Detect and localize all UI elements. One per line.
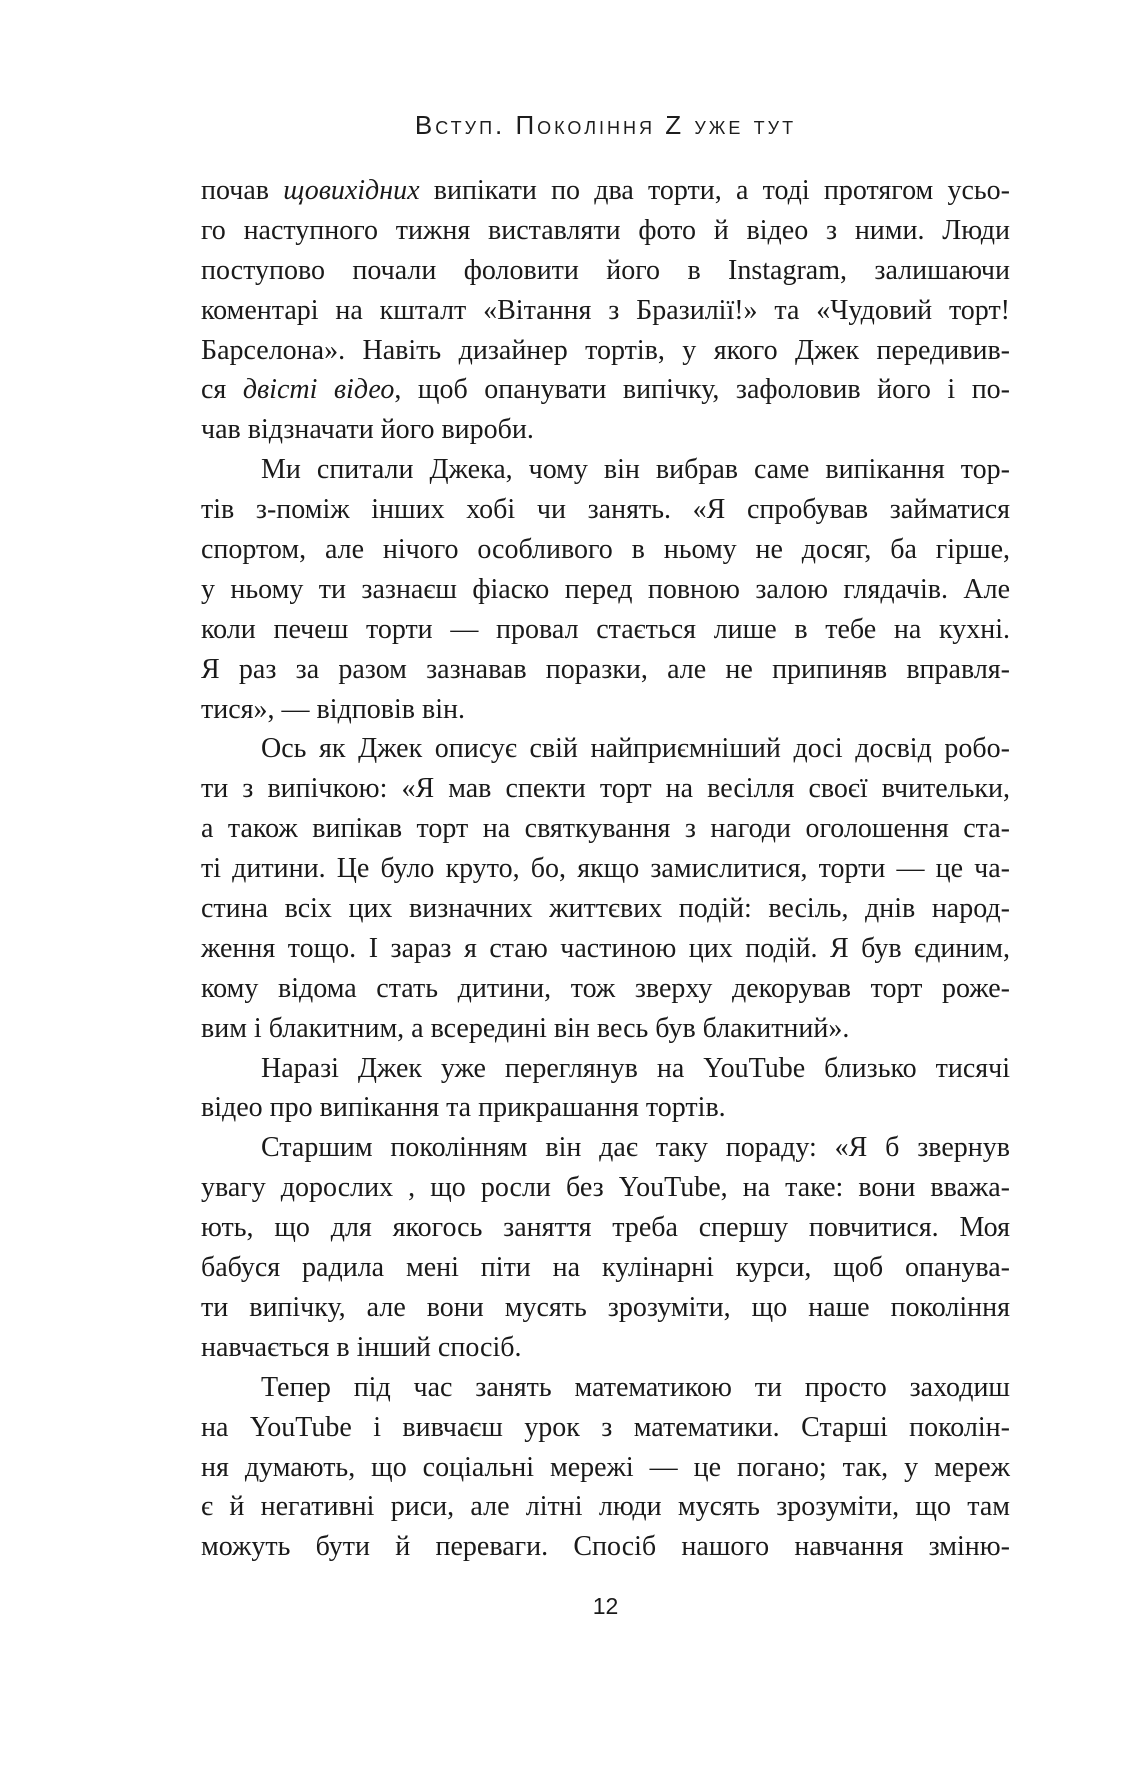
text-run: Старшим поколінням він дає таку пораду: «Я б звернув xyxy=(261,1132,1010,1164)
text-run: увагу дорослих , що росли без YouTube, на таке: вони вважа- xyxy=(201,1172,1010,1204)
body-line xyxy=(201,889,1010,929)
paragraph xyxy=(201,1368,1010,1567)
text-run: чав відзначати його вироби. xyxy=(201,414,534,446)
body-line xyxy=(201,849,1010,889)
body-text xyxy=(201,171,1010,1567)
text-run: ють, що для якогось заняття треба спершу повчитися. Моя xyxy=(201,1212,1010,1244)
body-line xyxy=(201,690,1010,730)
body-line xyxy=(201,1328,1010,1368)
body-line xyxy=(201,1487,1010,1527)
text-run: Барселона». Навіть дизайнер тортів, у якого Джек передивив- xyxy=(201,334,1010,366)
text-run: ся xyxy=(201,374,243,406)
text-run: Тепер під час занять математикою ти просто заходиш xyxy=(261,1371,1010,1403)
text-run: Ми спитали Джека, чому він вибрав саме випікання тор- xyxy=(261,454,1010,486)
body-line xyxy=(201,969,1010,1009)
body-line xyxy=(201,929,1010,969)
text-run: стина всіх цих визначних життєвих подій: весіль, днів народ- xyxy=(201,893,1010,925)
body-line xyxy=(201,171,1010,211)
text-run: поступово почали фоловити його в Instagram, залишаючи xyxy=(201,254,1010,286)
body-line xyxy=(201,1088,1010,1128)
body-line xyxy=(201,1208,1010,1248)
body-line xyxy=(201,490,1010,530)
text-run: ження тощо. І зараз я стаю частиною цих подій. Я був єдиним, xyxy=(201,932,1010,964)
body-line xyxy=(201,1128,1010,1168)
body-line xyxy=(201,450,1010,490)
text-run: кому відома стать дитини, тож зверху декорував торт роже- xyxy=(201,972,1010,1004)
text-run: тів з-поміж інших хобі чи занять. «Я спробував займатися xyxy=(201,494,1010,526)
text-run: го наступного тижня виставляти фото й відео з ними. Люди xyxy=(201,214,1010,246)
body-line xyxy=(201,331,1010,371)
paragraph xyxy=(201,1049,1010,1129)
body-line xyxy=(201,530,1010,570)
text-run: у ньому ти зазнаєш фіаско перед повною залою глядачів. Але xyxy=(201,573,1010,605)
paragraph xyxy=(201,1128,1010,1367)
body-line xyxy=(201,1009,1010,1049)
text-run: відео про випікання та прикрашання тортів. xyxy=(201,1092,726,1124)
text-run: почав xyxy=(201,175,284,206)
body-line xyxy=(201,410,1010,450)
text-run: Ось як Джек описує свій найприємніший досі досвід робо- xyxy=(261,733,1010,765)
body-line xyxy=(201,211,1010,251)
body-line xyxy=(201,291,1010,331)
text-run: коментарі на кшталт «Вітання з Бразилії!» та «Чудовий торт! xyxy=(201,294,1010,326)
text-run: випікати по два торти, а тоді протягом усьо- xyxy=(419,175,1010,206)
body-line xyxy=(201,1527,1010,1567)
body-line xyxy=(201,251,1010,291)
body-line xyxy=(201,1168,1010,1208)
text-run: Наразі Джек уже переглянув на YouTube близько тисячі xyxy=(261,1052,1010,1084)
italic-text: двісті відео xyxy=(242,374,395,406)
paragraph xyxy=(201,171,1010,450)
text-run: можуть бути й переваги. Спосіб нашого навчання зміню- xyxy=(201,1531,1010,1563)
paragraph xyxy=(201,450,1010,729)
body-line xyxy=(201,1408,1010,1448)
text-run: ня думають, що соціальні мережі — це погано; так, у мереж xyxy=(201,1451,1010,1483)
body-line xyxy=(201,370,1010,410)
text-run: коли печеш торти — провал стається лише в тебе на кухні. xyxy=(201,613,1010,645)
text-run: ти випічку, але вони мусять зрозуміти, що наше покоління xyxy=(201,1291,1010,1323)
body-line xyxy=(201,1448,1010,1488)
body-line xyxy=(201,650,1010,690)
text-run: ті дитини. Це було круто, бо, якщо замислитися, торти — це ча- xyxy=(201,853,1010,885)
italic-text: щовихідних xyxy=(283,175,420,206)
body-line xyxy=(201,1288,1010,1328)
body-line xyxy=(201,729,1010,769)
text-run: , щоб опанувати випічку, зафоловив його і по- xyxy=(394,374,1011,406)
body-line xyxy=(201,610,1010,650)
text-run: тися», — відповів він. xyxy=(201,693,465,725)
text-run: спортом, але нічого особливого в ньому не досяг, ба гірше, xyxy=(201,534,1010,566)
body-line xyxy=(201,1368,1010,1408)
body-line xyxy=(201,769,1010,809)
text-run: ти з випічкою: «Я мав спекти торт на весілля своєї вчительки, xyxy=(201,773,1010,805)
text-run: на YouTube і вивчаєш урок з математики. Старші поколін- xyxy=(201,1411,1010,1443)
body-line xyxy=(201,1248,1010,1288)
body-line xyxy=(201,809,1010,849)
text-run: а також випікав торт на святкування з нагоди оголошення ста- xyxy=(201,813,1010,845)
body-line xyxy=(201,1049,1010,1089)
running-header: Вступ. Покоління Z уже тут xyxy=(414,110,797,140)
page-number: 12 xyxy=(592,1593,619,1619)
paragraph xyxy=(201,729,1010,1048)
text-run: Я раз за разом зазнавав поразки, але не припиняв вправля- xyxy=(201,653,1010,685)
text-run: вим і блакитним, а всередині він весь був блакитний». xyxy=(201,1012,850,1044)
text-run: є й негативні риси, але літні люди мусять зрозуміти, що там xyxy=(201,1491,1010,1523)
text-run: навчається в інший спосіб. xyxy=(201,1331,522,1363)
text-run: бабуся радила мені піти на кулінарні курси, щоб опанува- xyxy=(201,1252,1010,1284)
body-line xyxy=(201,570,1010,610)
